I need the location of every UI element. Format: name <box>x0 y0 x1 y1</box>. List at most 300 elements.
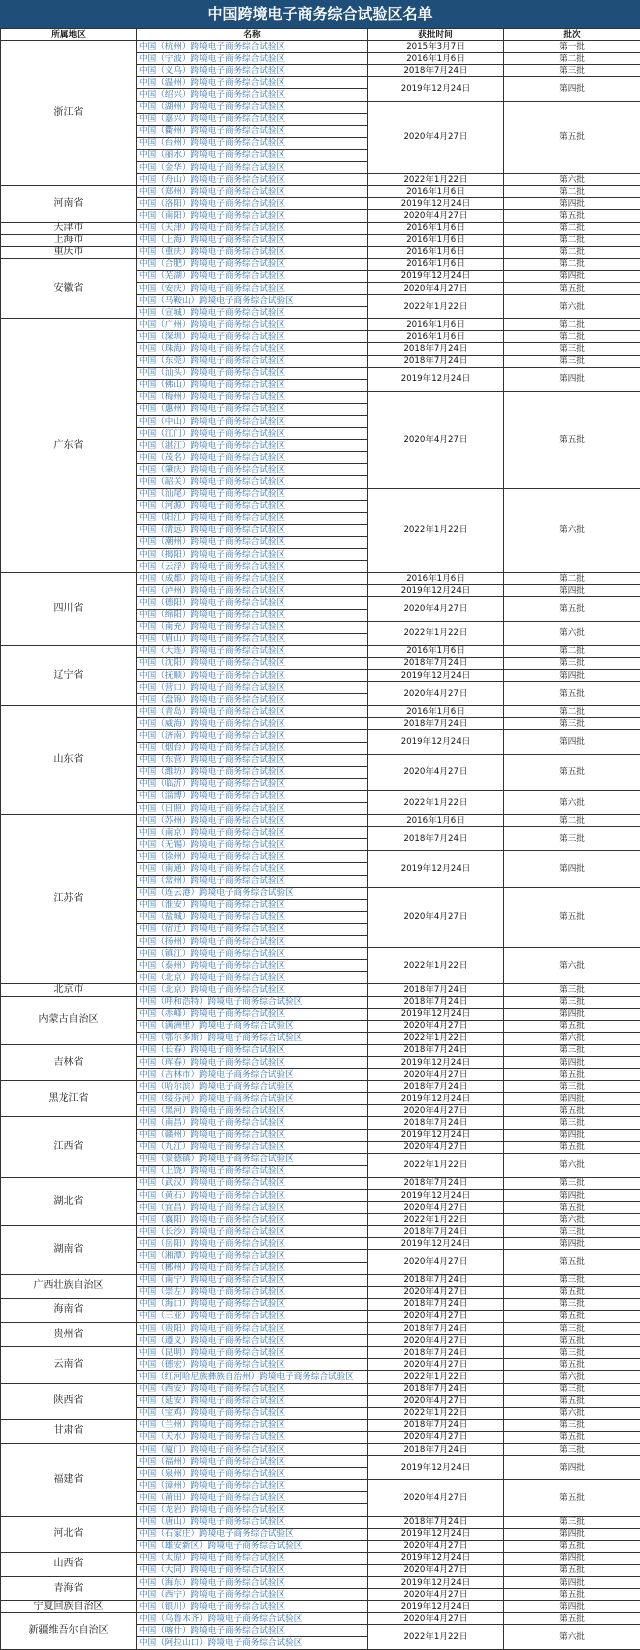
region-cell: 广西壮族自治区 <box>1 1274 137 1298</box>
zone-name-link[interactable]: 中国（临沂）跨境电子商务综合试验区 <box>137 778 368 790</box>
batch-cell: 第五批 <box>504 1286 640 1298</box>
approval-date-cell: 2019年12月24日 <box>368 1008 504 1020</box>
region-cell: 河南省 <box>1 186 137 222</box>
approval-date-cell: 2022年1月22日 <box>368 790 504 814</box>
zone-name-link[interactable]: 中国（宁波）跨境电子商务综合试验区 <box>137 53 368 65</box>
table-row <box>1 258 640 270</box>
zone-name-link[interactable]: 中国（阳江）跨境电子商务综合试验区 <box>137 512 368 524</box>
approval-date-cell: 2020年4月27日 <box>368 1480 504 1516</box>
zone-name-link[interactable]: 中国（舟山）跨境电子商务综合试验区 <box>137 174 368 186</box>
zone-name-link[interactable]: 中国（湘潭）跨境电子商务综合试验区 <box>137 1250 368 1262</box>
batch-cell: 第五批 <box>504 597 640 621</box>
batch-cell: 第六批 <box>504 1153 640 1177</box>
table-row <box>1 984 640 996</box>
zone-name-link[interactable]: 中国（北京）跨境电子商务综合试验区 <box>137 984 368 996</box>
table-row <box>1 1323 640 1335</box>
batch-cell: 第五批 <box>504 1020 640 1032</box>
approval-date-cell: 2022年1月22日 <box>368 948 504 984</box>
region-cell: 安徽省 <box>1 258 137 318</box>
approval-date-cell: 2020年4月27日 <box>368 1613 504 1625</box>
zone-name-link[interactable]: 中国（天水）跨境电子商务综合试验区 <box>137 1431 368 1443</box>
zone-name-link[interactable]: 中国（中山）跨境电子商务综合试验区 <box>137 416 368 428</box>
zone-name-link[interactable]: 中国（石家庄）跨境电子商务综合试验区 <box>137 1528 368 1540</box>
zone-name-link[interactable]: 中国（南通）跨境电子商务综合试验区 <box>137 863 368 875</box>
batch-cell: 第四批 <box>504 367 640 391</box>
batch-cell: 第六批 <box>504 1214 640 1226</box>
zone-name-link[interactable]: 中国（梅州）跨境电子商务综合试验区 <box>137 391 368 403</box>
zone-name-link[interactable]: 中国（红河哈尼族彝族自治州）跨境电子商务综合试验区 <box>137 1371 368 1383</box>
zone-name-link[interactable]: 中国（福州）跨境电子商务综合试验区 <box>137 1456 368 1468</box>
zone-name-link[interactable]: 中国（泰州）跨境电子商务综合试验区 <box>137 960 368 972</box>
approval-date-cell: 2019年12月24日 <box>368 1456 504 1480</box>
zone-name-link[interactable]: 中国（绥芬河）跨境电子商务综合试验区 <box>137 1093 368 1105</box>
approval-date-cell: 2020年4月27日 <box>368 282 504 294</box>
zone-name-link[interactable]: 中国（苏州）跨境电子商务综合试验区 <box>137 815 368 827</box>
zone-name-link[interactable]: 中国（东莞）跨境电子商务综合试验区 <box>137 355 368 367</box>
zone-name-link[interactable]: 中国（厦门）跨境电子商务综合试验区 <box>137 1443 368 1455</box>
zone-name-link[interactable]: 中国（丽水）跨境电子商务综合试验区 <box>137 149 368 161</box>
region-cell: 福建省 <box>1 1443 137 1516</box>
zone-name-link[interactable]: 中国（金华）跨境电子商务综合试验区 <box>137 162 368 174</box>
zone-name-link[interactable]: 中国（龙岩）跨境电子商务综合试验区 <box>137 1504 368 1516</box>
zone-name-link[interactable]: 中国（上饶）跨境电子商务综合试验区 <box>137 1165 368 1177</box>
zone-name-link[interactable]: 中国（泉州）跨境电子商务综合试验区 <box>137 1468 368 1480</box>
zone-name-link[interactable]: 中国（太原）跨境电子商务综合试验区 <box>137 1552 368 1564</box>
zone-name-link[interactable]: 中国（呼和浩特）跨境电子商务综合试验区 <box>137 996 368 1008</box>
zone-name-link[interactable]: 中国（营口）跨境电子商务综合试验区 <box>137 682 368 694</box>
zone-name-link[interactable]: 中国（宝鸡）跨境电子商务综合试验区 <box>137 1407 368 1419</box>
batch-cell: 第五批 <box>504 1480 640 1516</box>
zone-name-link[interactable]: 中国（揭阳）跨境电子商务综合试验区 <box>137 549 368 561</box>
zone-name-link[interactable]: 中国（上海）跨境电子商务综合试验区 <box>137 234 368 246</box>
zone-name-link[interactable]: 中国（泸州）跨境电子商务综合试验区 <box>137 585 368 597</box>
batch-cell: 第三批 <box>504 718 640 730</box>
table-row <box>1 319 640 331</box>
batch-cell: 第三批 <box>504 657 640 669</box>
batch-cell: 第五批 <box>504 1250 640 1274</box>
zone-name-link[interactable]: 中国（襄阳）跨境电子商务综合试验区 <box>137 1214 368 1226</box>
zone-name-link[interactable]: 中国（云浮）跨境电子商务综合试验区 <box>137 561 368 573</box>
region-cell: 黑龙江省 <box>1 1081 137 1117</box>
column-header-name: 名称 <box>137 29 368 41</box>
approval-date-cell: 2018年7月24日 <box>368 1117 504 1129</box>
table-header-row <box>1 29 640 41</box>
zone-name-link[interactable]: 中国（东营）跨境电子商务综合试验区 <box>137 754 368 766</box>
zone-name-link[interactable]: 中国（佛山）跨境电子商务综合试验区 <box>137 379 368 391</box>
table-row <box>1 996 640 1008</box>
batch-cell: 第五批 <box>504 1141 640 1153</box>
approval-date-cell: 2016年1月6日 <box>368 645 504 657</box>
batch-cell: 第五批 <box>504 1202 640 1214</box>
approval-date-cell: 2022年1月22日 <box>368 1153 504 1177</box>
approval-date-cell: 2019年12月24日 <box>368 1552 504 1564</box>
zone-name-link[interactable]: 中国（黑河）跨境电子商务综合试验区 <box>137 1105 368 1117</box>
approval-date-cell: 2020年4月27日 <box>368 1540 504 1552</box>
batch-cell: 第二批 <box>504 186 640 198</box>
approval-date-cell: 2016年1月6日 <box>368 186 504 198</box>
approval-date-cell: 2016年1月6日 <box>368 234 504 246</box>
approval-date-cell: 2019年12月24日 <box>368 669 504 681</box>
region-cell: 吉林省 <box>1 1044 137 1080</box>
zone-name-link[interactable]: 中国（鄂尔多斯）跨境电子商务综合试验区 <box>137 1032 368 1044</box>
region-cell: 甘肃省 <box>1 1419 137 1443</box>
batch-cell: 第四批 <box>504 198 640 210</box>
zone-name-link[interactable]: 中国（海口）跨境电子商务综合试验区 <box>137 1298 368 1310</box>
zone-name-link[interactable]: 中国（杭州）跨境电子商务综合试验区 <box>137 41 368 53</box>
zone-name-link[interactable]: 中国（延安）跨境电子商务综合试验区 <box>137 1395 368 1407</box>
zone-name-link[interactable]: 中国（成都）跨境电子商务综合试验区 <box>137 573 368 585</box>
approval-date-cell: 2020年4月27日 <box>368 1286 504 1298</box>
batch-cell: 第四批 <box>504 1056 640 1068</box>
zone-name-link[interactable]: 中国（烟台）跨境电子商务综合试验区 <box>137 742 368 754</box>
batch-cell: 第五批 <box>504 1335 640 1347</box>
approval-date-cell: 2020年4月27日 <box>368 1310 504 1322</box>
batch-cell: 第四批 <box>504 1238 640 1250</box>
zone-name-link[interactable]: 中国（南宁）跨境电子商务综合试验区 <box>137 1274 368 1286</box>
batch-cell: 第五批 <box>504 1105 640 1117</box>
zone-name-link[interactable]: 中国（赤峰）跨境电子商务综合试验区 <box>137 1008 368 1020</box>
region-cell: 青海省 <box>1 1577 137 1601</box>
zone-name-link[interactable]: 中国（肇庆）跨境电子商务综合试验区 <box>137 464 368 476</box>
batch-cell: 第五批 <box>504 210 640 222</box>
approval-date-cell: 2019年12月24日 <box>368 77 504 101</box>
zone-name-link[interactable]: 中国（清远）跨境电子商务综合试验区 <box>137 524 368 536</box>
batch-cell: 第六批 <box>504 621 640 645</box>
region-cell: 海南省 <box>1 1298 137 1322</box>
zone-name-link[interactable]: 中国（黄石）跨境电子商务综合试验区 <box>137 1190 368 1202</box>
approval-date-cell: 2020年4月27日 <box>368 597 504 621</box>
zone-name-link[interactable]: 中国（阿拉山口）跨境电子商务综合试验区 <box>137 1637 368 1649</box>
zone-name-link[interactable]: 中国（岳阳）跨境电子商务综合试验区 <box>137 1238 368 1250</box>
zone-name-link[interactable]: 中国（昆明）跨境电子商务综合试验区 <box>137 1347 368 1359</box>
approval-date-cell: 2018年7月24日 <box>368 1443 504 1455</box>
zone-name-link[interactable]: 中国（济南）跨境电子商务综合试验区 <box>137 730 368 742</box>
zone-name-link[interactable]: 中国（德宏）跨境电子商务综合试验区 <box>137 1359 368 1371</box>
approval-date-cell: 2022年1月22日 <box>368 1214 504 1226</box>
zone-name-link[interactable]: 中国（台州）跨境电子商务综合试验区 <box>137 137 368 149</box>
region-cell: 湖南省 <box>1 1226 137 1274</box>
approval-date-cell: 2020年4月27日 <box>368 1069 504 1081</box>
zone-name-link[interactable]: 中国（芜湖）跨境电子商务综合试验区 <box>137 270 368 282</box>
zone-name-link[interactable]: 中国（广州）跨境电子商务综合试验区 <box>137 319 368 331</box>
batch-cell: 第三批 <box>504 1117 640 1129</box>
batch-cell: 第一批 <box>504 41 640 53</box>
batch-cell: 第五批 <box>504 282 640 294</box>
zone-name-link[interactable]: 中国（西宁）跨境电子商务综合试验区 <box>137 1589 368 1601</box>
batch-cell: 第三批 <box>504 1419 640 1431</box>
approval-date-cell: 2019年12月24日 <box>368 1056 504 1068</box>
zone-name-link[interactable]: 中国（温州）跨境电子商务综合试验区 <box>137 77 368 89</box>
table-row <box>1 706 640 718</box>
zone-name-link[interactable]: 中国（南充）跨境电子商务综合试验区 <box>137 621 368 633</box>
table-body <box>1 41 640 1649</box>
table-row <box>1 1347 640 1359</box>
approval-date-cell: 2022年1月22日 <box>368 1032 504 1044</box>
zone-name-link[interactable]: 中国（西安）跨境电子商务综合试验区 <box>137 1383 368 1395</box>
zone-name-link[interactable]: 中国（德阳）跨境电子商务综合试验区 <box>137 597 368 609</box>
approval-date-cell: 2019年12月24日 <box>368 730 504 754</box>
zone-name-link[interactable]: 中国（漳州）跨境电子商务综合试验区 <box>137 1480 368 1492</box>
batch-cell: 第二批 <box>504 331 640 343</box>
zone-name-link[interactable]: 中国（珲春）跨境电子商务综合试验区 <box>137 1056 368 1068</box>
zone-name-link[interactable]: 中国（海东）跨境电子商务综合试验区 <box>137 1577 368 1589</box>
batch-cell: 第六批 <box>504 1625 640 1649</box>
approval-date-cell: 2018年7月24日 <box>368 1323 504 1335</box>
batch-cell: 第四批 <box>504 1008 640 1020</box>
zone-name-link[interactable]: 中国（绵阳）跨境电子商务综合试验区 <box>137 609 368 621</box>
batch-cell: 第六批 <box>504 1407 640 1419</box>
zone-name-link[interactable]: 中国（宣城）跨境电子商务综合试验区 <box>137 307 368 319</box>
table-row <box>1 41 640 53</box>
approval-date-cell: 2020年4月27日 <box>368 1020 504 1032</box>
zone-name-link[interactable]: 中国（盘锦）跨境电子商务综合试验区 <box>137 694 368 706</box>
zone-name-link[interactable]: 中国（大同）跨境电子商务综合试验区 <box>137 1564 368 1576</box>
approval-date-cell: 2020年4月27日 <box>368 101 504 174</box>
batch-cell: 第三批 <box>504 65 640 77</box>
batch-cell: 第二批 <box>504 815 640 827</box>
table-row <box>1 573 640 585</box>
batch-cell: 第四批 <box>504 270 640 282</box>
region-cell: 辽宁省 <box>1 645 137 705</box>
batch-cell: 第四批 <box>504 585 640 597</box>
approval-date-cell: 2018年7月24日 <box>368 1516 504 1528</box>
approval-date-cell: 2022年1月22日 <box>368 1371 504 1383</box>
zone-name-link[interactable]: 中国（景德镇）跨境电子商务综合试验区 <box>137 1153 368 1165</box>
zone-name-link[interactable]: 中国（淄博）跨境电子商务综合试验区 <box>137 790 368 802</box>
approval-date-cell: 2016年1月6日 <box>368 815 504 827</box>
region-cell: 山西省 <box>1 1552 137 1576</box>
zone-name-link[interactable]: 中国（盐城）跨境电子商务综合试验区 <box>137 911 368 923</box>
zone-name-link[interactable]: 中国（嘉兴）跨境电子商务综合试验区 <box>137 113 368 125</box>
zone-name-link[interactable]: 中国（江门）跨境电子商务综合试验区 <box>137 428 368 440</box>
zone-name-link[interactable]: 中国（九江）跨境电子商务综合试验区 <box>137 1141 368 1153</box>
batch-cell: 第五批 <box>504 101 640 174</box>
zone-name-link[interactable]: 中国（河源）跨境电子商务综合试验区 <box>137 500 368 512</box>
approval-date-cell: 2018年7月24日 <box>368 355 504 367</box>
approval-date-cell: 2022年1月22日 <box>368 1625 504 1649</box>
approval-date-cell: 2018年7月24日 <box>368 984 504 996</box>
approval-date-cell: 2019年12月24日 <box>368 1129 504 1141</box>
table-row <box>1 222 640 234</box>
zone-name-link[interactable]: 中国（徐州）跨境电子商务综合试验区 <box>137 851 368 863</box>
batch-cell: 第四批 <box>504 1093 640 1105</box>
zone-name-link[interactable]: 中国（北京）跨境电子商务综合试验区 <box>137 972 368 984</box>
zone-name-link[interactable]: 中国（贵阳）跨境电子商务综合试验区 <box>137 1323 368 1335</box>
zone-name-link[interactable]: 中国（茂名）跨境电子商务综合试验区 <box>137 452 368 464</box>
zone-name-link[interactable]: 中国（南昌）跨境电子商务综合试验区 <box>137 1117 368 1129</box>
zone-name-link[interactable]: 中国（武汉）跨境电子商务综合试验区 <box>137 1177 368 1189</box>
zone-name-link[interactable]: 中国（长沙）跨境电子商务综合试验区 <box>137 1226 368 1238</box>
approval-date-cell: 2020年4月27日 <box>368 887 504 947</box>
region-cell: 江苏省 <box>1 815 137 984</box>
zone-name-link[interactable]: 中国（赣州）跨境电子商务综合试验区 <box>137 1129 368 1141</box>
zone-name-link[interactable]: 中国（遵义）跨境电子商务综合试验区 <box>137 1335 368 1347</box>
column-header-approval-date: 获批时间 <box>368 29 504 41</box>
region-cell: 浙江省 <box>1 41 137 186</box>
zone-name-link[interactable]: 中国（日照）跨境电子商务综合试验区 <box>137 803 368 815</box>
zone-name-link[interactable]: 中国（威海）跨境电子商务综合试验区 <box>137 718 368 730</box>
zone-name-link[interactable]: 中国（三亚）跨境电子商务综合试验区 <box>137 1310 368 1322</box>
batch-cell: 第三批 <box>504 827 640 851</box>
region-cell: 山东省 <box>1 706 137 815</box>
zone-name-link[interactable]: 中国（宜昌）跨境电子商务综合试验区 <box>137 1202 368 1214</box>
approval-date-cell: 2016年1月6日 <box>368 246 504 258</box>
table-row <box>1 1443 640 1455</box>
zone-name-link[interactable]: 中国（无锡）跨境电子商务综合试验区 <box>137 839 368 851</box>
batch-cell: 第四批 <box>504 851 640 887</box>
approval-date-cell: 2019年12月24日 <box>368 1190 504 1202</box>
zone-name-link[interactable]: 中国（珠海）跨境电子商务综合试验区 <box>137 343 368 355</box>
zone-name-link[interactable]: 中国（崇左）跨境电子商务综合试验区 <box>137 1286 368 1298</box>
approval-date-cell: 2016年1月6日 <box>368 573 504 585</box>
approval-date-cell: 2022年1月22日 <box>368 174 504 186</box>
batch-cell: 第三批 <box>504 984 640 996</box>
region-cell: 上海市 <box>1 234 137 246</box>
column-header-batch: 批次 <box>504 29 640 41</box>
zone-name-link[interactable]: 中国（韶关）跨境电子商务综合试验区 <box>137 476 368 488</box>
zone-name-link[interactable]: 中国（湖州）跨境电子商务综合试验区 <box>137 101 368 113</box>
zone-name-link[interactable]: 中国（汕尾）跨境电子商务综合试验区 <box>137 488 368 500</box>
zone-name-link[interactable]: 中国（大连）跨境电子商务综合试验区 <box>137 645 368 657</box>
batch-cell: 第三批 <box>504 1274 640 1286</box>
zone-name-link[interactable]: 中国（安庆）跨境电子商务综合试验区 <box>137 282 368 294</box>
approval-date-cell: 2022年1月22日 <box>368 488 504 573</box>
zone-name-link[interactable]: 中国（镇江）跨境电子商务综合试验区 <box>137 948 368 960</box>
zone-name-link[interactable]: 中国（义乌）跨境电子商务综合试验区 <box>137 65 368 77</box>
batch-cell: 第五批 <box>504 1589 640 1601</box>
zone-name-link[interactable]: 中国（满洲里）跨境电子商务综合试验区 <box>137 1020 368 1032</box>
batch-cell: 第二批 <box>504 258 640 270</box>
batch-cell: 第二批 <box>504 222 640 234</box>
batch-cell: 第二批 <box>504 234 640 246</box>
zone-name-link[interactable]: 中国（重庆）跨境电子商务综合试验区 <box>137 246 368 258</box>
batch-cell: 第六批 <box>504 1032 640 1044</box>
zone-name-link[interactable]: 中国（吉林市）跨境电子商务综合试验区 <box>137 1069 368 1081</box>
region-cell: 北京市 <box>1 984 137 996</box>
approval-date-cell: 2019年12月24日 <box>368 198 504 210</box>
zone-name-link[interactable]: 中国（绍兴）跨境电子商务综合试验区 <box>137 89 368 101</box>
batch-cell: 第五批 <box>504 1395 640 1407</box>
table-row <box>1 645 640 657</box>
zone-name-link[interactable]: 中国（天津）跨境电子商务综合试验区 <box>137 222 368 234</box>
zone-name-link[interactable]: 中国（深圳）跨境电子商务综合试验区 <box>137 331 368 343</box>
zone-name-link[interactable]: 中国（哈尔滨）跨境电子商务综合试验区 <box>137 1081 368 1093</box>
batch-cell: 第二批 <box>504 53 640 65</box>
zone-name-link[interactable]: 中国（沈阳）跨境电子商务综合试验区 <box>137 657 368 669</box>
zone-name-link[interactable]: 中国（常州）跨境电子商务综合试验区 <box>137 875 368 887</box>
batch-cell: 第四批 <box>504 1528 640 1540</box>
zone-name-link[interactable]: 中国（湛江）跨境电子商务综合试验区 <box>137 440 368 452</box>
zone-name-link[interactable]: 中国（马鞍山）跨境电子商务综合试验区 <box>137 295 368 307</box>
batch-cell: 第五批 <box>504 1540 640 1552</box>
zone-name-link[interactable]: 中国（潮州）跨境电子商务综合试验区 <box>137 536 368 548</box>
approval-date-cell: 2018年7月24日 <box>368 827 504 851</box>
batch-cell: 第三批 <box>504 1516 640 1528</box>
zone-name-link[interactable]: 中国（连云港）跨境电子商务综合试验区 <box>137 887 368 899</box>
zone-name-link[interactable]: 中国（乌鲁木齐）跨境电子商务综合试验区 <box>137 1613 368 1625</box>
zone-name-link[interactable]: 中国（郴州）跨境电子商务综合试验区 <box>137 1262 368 1274</box>
approval-date-cell: 2020年4月27日 <box>368 210 504 222</box>
zone-name-link[interactable]: 中国（宿迁）跨境电子商务综合试验区 <box>137 923 368 935</box>
zone-name-link[interactable]: 中国（洛阳）跨境电子商务综合试验区 <box>137 198 368 210</box>
approval-date-cell: 2018年7月24日 <box>368 1298 504 1310</box>
zone-name-link[interactable]: 中国（唐山）跨境电子商务综合试验区 <box>137 1516 368 1528</box>
column-header-region: 所属地区 <box>1 29 137 41</box>
zone-name-link[interactable]: 中国（衢州）跨境电子商务综合试验区 <box>137 125 368 137</box>
approval-date-cell: 2020年4月27日 <box>368 1105 504 1117</box>
table-row <box>1 1274 640 1286</box>
batch-cell: 第五批 <box>504 682 640 706</box>
batch-cell: 第五批 <box>504 1359 640 1371</box>
table-row <box>1 815 640 827</box>
zone-name-link[interactable]: 中国（扬州）跨境电子商务综合试验区 <box>137 936 368 948</box>
zone-name-link[interactable]: 中国（惠州）跨境电子商务综合试验区 <box>137 403 368 415</box>
table-row <box>1 246 640 258</box>
approval-date-cell: 2016年1月6日 <box>368 706 504 718</box>
batch-cell: 第五批 <box>504 391 640 488</box>
table-row <box>1 1177 640 1189</box>
zone-name-link[interactable]: 中国（雄安新区）跨境电子商务综合试验区 <box>137 1540 368 1552</box>
approval-date-cell: 2020年4月27日 <box>368 1335 504 1347</box>
approval-date-cell: 2020年4月27日 <box>368 1250 504 1274</box>
approval-date-cell: 2020年4月27日 <box>368 1141 504 1153</box>
table-row <box>1 1419 640 1431</box>
batch-cell: 第五批 <box>504 887 640 947</box>
batch-cell: 第二批 <box>504 573 640 585</box>
region-cell: 湖北省 <box>1 1177 137 1225</box>
zone-name-link[interactable]: 中国（喀什）跨境电子商务综合试验区 <box>137 1625 368 1637</box>
zone-name-link[interactable]: 中国（南京）跨境电子商务综合试验区 <box>137 827 368 839</box>
batch-cell: 第四批 <box>504 1456 640 1480</box>
table-row <box>1 1383 640 1395</box>
zone-name-link[interactable]: 中国（淮安）跨境电子商务综合试验区 <box>137 899 368 911</box>
region-cell: 陕西省 <box>1 1383 137 1419</box>
approval-date-cell: 2016年1月6日 <box>368 319 504 331</box>
zone-name-link[interactable]: 中国（南阳）跨境电子商务综合试验区 <box>137 210 368 222</box>
batch-cell: 第三批 <box>504 1177 640 1189</box>
batch-cell: 第六批 <box>504 488 640 573</box>
zone-name-link[interactable]: 中国（长春）跨境电子商务综合试验区 <box>137 1044 368 1056</box>
zone-name-link[interactable]: 中国（眉山）跨境电子商务综合试验区 <box>137 633 368 645</box>
table-row <box>1 1516 640 1528</box>
batch-cell: 第三批 <box>504 1323 640 1335</box>
batch-cell: 第二批 <box>504 645 640 657</box>
zone-name-link[interactable]: 中国（青岛）跨境电子商务综合试验区 <box>137 706 368 718</box>
approval-date-cell: 2019年12月24日 <box>368 367 504 391</box>
batch-cell: 第五批 <box>504 1564 640 1576</box>
approval-date-cell: 2016年1月6日 <box>368 222 504 234</box>
table-row <box>1 1117 640 1129</box>
zone-name-link[interactable]: 中国（抚顺）跨境电子商务综合试验区 <box>137 669 368 681</box>
approval-date-cell: 2018年7月24日 <box>368 1419 504 1431</box>
approval-date-cell: 2020年4月27日 <box>368 1589 504 1601</box>
zone-name-link[interactable]: 中国（合肥）跨境电子商务综合试验区 <box>137 258 368 270</box>
table-row <box>1 186 640 198</box>
approval-date-cell: 2020年4月27日 <box>368 1202 504 1214</box>
approval-date-cell: 2020年4月27日 <box>368 754 504 790</box>
zone-name-link[interactable]: 中国（兰州）跨境电子商务综合试验区 <box>137 1419 368 1431</box>
zone-name-link[interactable]: 中国（莆田）跨境电子商务综合试验区 <box>137 1492 368 1504</box>
zone-name-link[interactable]: 中国（潍坊）跨境电子商务综合试验区 <box>137 766 368 778</box>
approval-date-cell: 2022年1月22日 <box>368 621 504 645</box>
table-row <box>1 1081 640 1093</box>
zone-name-link[interactable]: 中国（汕头）跨境电子商务综合试验区 <box>137 367 368 379</box>
batch-cell: 第四批 <box>504 669 640 681</box>
zone-name-link[interactable]: 中国（银川）跨境电子商务综合试验区 <box>137 1601 368 1613</box>
zone-name-link[interactable]: 中国（郑州）跨境电子商务综合试验区 <box>137 186 368 198</box>
batch-cell: 第二批 <box>504 246 640 258</box>
approval-date-cell: 2018年7月24日 <box>368 996 504 1008</box>
